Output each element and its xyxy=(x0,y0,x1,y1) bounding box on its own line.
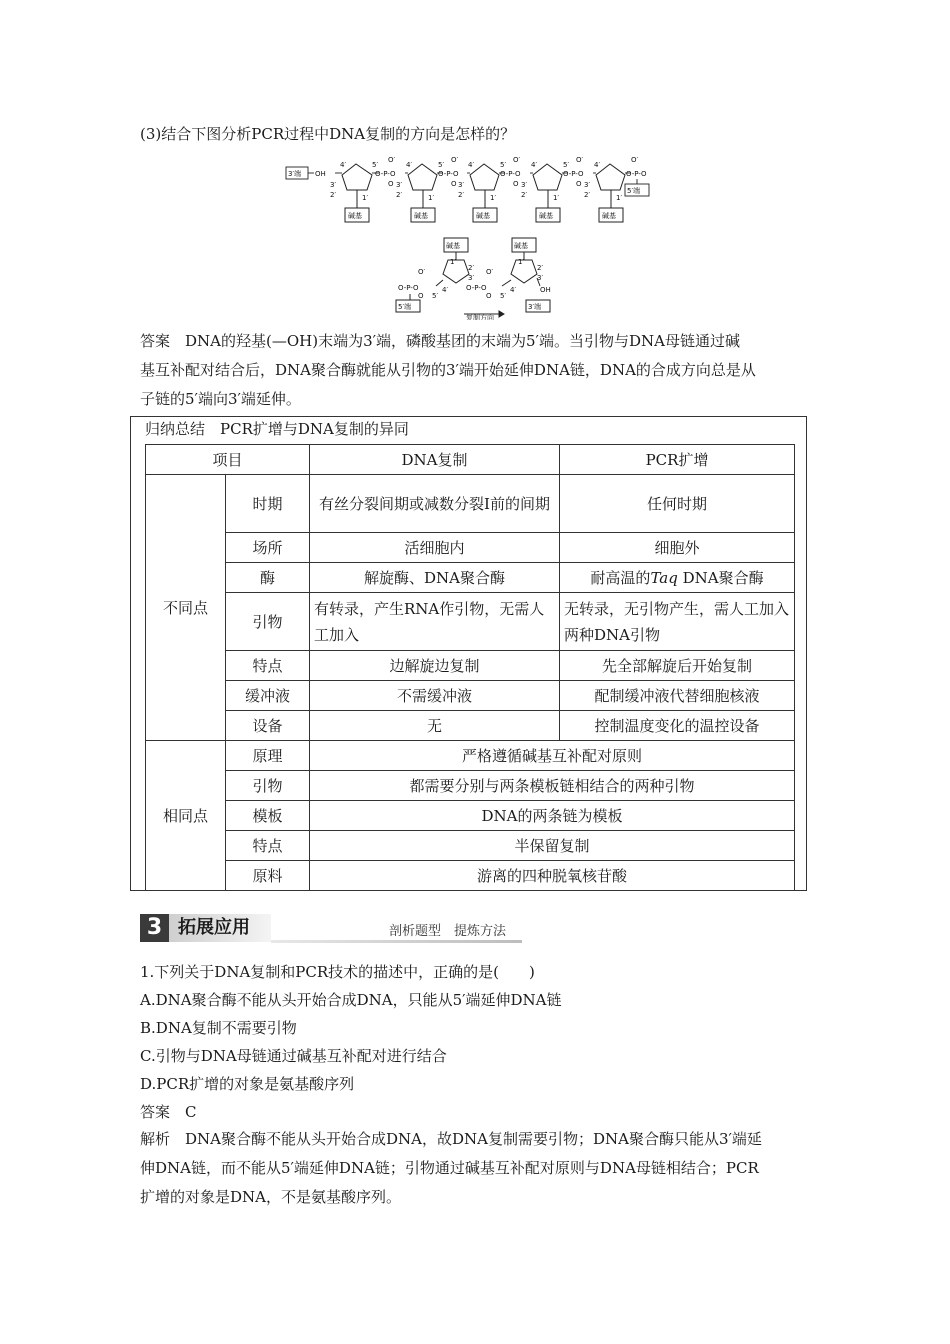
svg-text:O-P-O: O-P-O xyxy=(466,284,487,292)
section-rule xyxy=(271,940,522,943)
answer-3-line: 子链的5′端向3′端延伸。 xyxy=(140,390,301,408)
q1-analysis-line: 扩增的对象是DNA，不是氨基酸序列。 xyxy=(140,1188,401,1206)
svg-text:O′: O′ xyxy=(388,156,396,164)
row-item: 特点 xyxy=(226,831,310,861)
svg-text:O-P-O: O-P-O xyxy=(500,170,521,178)
base-label: 碱基 xyxy=(414,212,428,220)
svg-text:O-P-O: O-P-O xyxy=(375,170,396,178)
oh-label-bottom: OH xyxy=(540,286,551,294)
svg-text:O: O xyxy=(451,180,457,188)
svg-text:5′: 5′ xyxy=(500,161,507,169)
svg-text:4′: 4′ xyxy=(340,161,347,169)
svg-text:2′: 2′ xyxy=(584,191,591,199)
q1-analysis-line: 伸DNA链，而不能从5′端延伸DNA链；引物通过碱基互补配对原则与DNA母链相结合；PCR xyxy=(140,1159,759,1177)
taq-italic: Taq xyxy=(650,568,678,587)
row-item: 酶 xyxy=(226,563,310,593)
row-item: 引物 xyxy=(226,593,310,651)
row-pcr: 无转录，无引物产生，需人工加入两种DNA引物 xyxy=(560,593,795,651)
section-header xyxy=(140,914,522,944)
oh-label-top: OH xyxy=(315,170,326,178)
table-row xyxy=(146,771,795,801)
svg-text:O: O xyxy=(486,292,492,300)
row-pcr: 控制温度变化的温控设备 xyxy=(560,711,795,741)
summary-title: 归纳总结 PCR扩增与DNA复制的异同 xyxy=(145,420,409,438)
row-item: 场所 xyxy=(226,533,310,563)
primer-strand-diagram xyxy=(392,236,572,324)
dna-strand-diagram xyxy=(280,150,680,234)
row-dna: 边解旋边复制 xyxy=(310,651,560,681)
table-row xyxy=(146,475,795,533)
q1-stem: 1.下列关于DNA复制和PCR技术的描述中，正确的是( ) xyxy=(140,963,535,981)
base-label: 碱基 xyxy=(348,212,362,220)
row-dna: 有丝分裂间期或减数分裂Ⅰ前的间期 xyxy=(310,475,560,533)
svg-text:5′: 5′ xyxy=(500,292,507,300)
direction-label: 复制方向 xyxy=(466,314,494,320)
svg-text:3′: 3′ xyxy=(521,181,528,189)
row-item: 时期 xyxy=(226,475,310,533)
base-label: 碱基 xyxy=(446,242,460,250)
q1-option-b: B.DNA复制不需要引物 xyxy=(140,1019,297,1037)
svg-text:4′: 4′ xyxy=(510,286,517,294)
svg-text:5′: 5′ xyxy=(563,161,570,169)
svg-text:2′: 2′ xyxy=(458,191,465,199)
row-same: 严格遵循碱基互补配对原则 xyxy=(310,741,795,771)
enzyme-prefix: 耐高温的 xyxy=(590,568,651,587)
row-pcr: 先全部解旋后开始复制 xyxy=(560,651,795,681)
svg-text:1′: 1′ xyxy=(362,194,369,202)
answer-3-line: 答案 DNA的羟基(—OH)末端为3′端，磷酸基团的末端为5′端。当引物与DNA母链通过碱 xyxy=(140,332,740,350)
table-row xyxy=(146,801,795,831)
table-row xyxy=(146,651,795,681)
row-same: DNA的两条链为模板 xyxy=(310,801,795,831)
section-title: 拓展应用 xyxy=(178,917,250,938)
svg-text:O′: O′ xyxy=(486,268,494,276)
base-label: 碱基 xyxy=(476,212,490,220)
svg-text:1′: 1′ xyxy=(450,258,457,266)
row-item: 设备 xyxy=(226,711,310,741)
row-pcr: 配制缓冲液代替细胞核液 xyxy=(560,681,795,711)
row-dna: 不需缓冲液 xyxy=(310,681,560,711)
table-row xyxy=(146,681,795,711)
base-label: 碱基 xyxy=(602,212,616,220)
svg-text:1′: 1′ xyxy=(518,258,525,266)
row-same: 半保留复制 xyxy=(310,831,795,861)
table-row xyxy=(146,861,795,891)
q1-option-a: A.DNA聚合酶不能从头开始合成DNA，只能从5′端延伸DNA链 xyxy=(140,991,562,1009)
svg-text:3′: 3′ xyxy=(468,274,475,282)
svg-text:O: O xyxy=(576,180,582,188)
q1-option-c: C.引物与DNA母链通过碱基互补配对进行结合 xyxy=(140,1047,447,1065)
diff-label: 不同点 xyxy=(146,475,226,741)
end-3-label-bottom: 3′端 xyxy=(528,303,542,311)
table-row xyxy=(146,593,795,651)
svg-text:O′: O′ xyxy=(451,156,459,164)
answer-3-line: 基互补配对结合后，DNA聚合酶就能从引物的3′端开始延伸DNA链，DNA的合成方向总是从 xyxy=(140,361,756,379)
svg-text:2′: 2′ xyxy=(537,264,544,272)
row-item: 特点 xyxy=(226,651,310,681)
header-item: 项目 xyxy=(146,445,310,475)
row-pcr xyxy=(560,563,795,593)
row-dna: 有转录，产生RNA作引物，无需人工加入 xyxy=(310,593,560,651)
table-row xyxy=(146,831,795,861)
svg-text:O-P-O: O-P-O xyxy=(398,284,419,292)
svg-text:2′: 2′ xyxy=(396,191,403,199)
row-item: 引物 xyxy=(226,771,310,801)
svg-text:1′: 1′ xyxy=(428,194,435,202)
svg-text:4′: 4′ xyxy=(531,161,538,169)
svg-text:3′: 3′ xyxy=(537,274,544,282)
svg-text:O′: O′ xyxy=(418,268,426,276)
end-5-label-bottom: 5′端 xyxy=(398,303,412,311)
row-dna: 无 xyxy=(310,711,560,741)
answer-3 xyxy=(140,327,812,414)
primer-strand-svg xyxy=(392,236,572,320)
svg-text:2′: 2′ xyxy=(330,191,337,199)
row-pcr: 任何时期 xyxy=(560,475,795,533)
base-label: 碱基 xyxy=(514,242,528,250)
svg-text:3′: 3′ xyxy=(396,181,403,189)
table-row xyxy=(146,563,795,593)
svg-text:2′: 2′ xyxy=(521,191,528,199)
row-same: 游离的四种脱氧核苷酸 xyxy=(310,861,795,891)
table-row xyxy=(146,711,795,741)
comparison-table xyxy=(145,444,795,891)
svg-text:O: O xyxy=(513,180,519,188)
row-item: 原料 xyxy=(226,861,310,891)
table-header-row xyxy=(146,445,795,475)
svg-text:O-P-O: O-P-O xyxy=(438,170,459,178)
svg-text:O-P-O: O-P-O xyxy=(563,170,584,178)
end-3-label-top: 3′端 xyxy=(288,170,302,178)
svg-text:5′: 5′ xyxy=(438,161,445,169)
same-label: 相同点 xyxy=(146,741,226,891)
end-5-label-top: 5′端 xyxy=(627,187,641,195)
svg-text:O-P-O: O-P-O xyxy=(626,170,647,178)
svg-text:O′: O′ xyxy=(576,156,584,164)
row-dna: 解旋酶、DNA聚合酶 xyxy=(310,563,560,593)
svg-text:5′: 5′ xyxy=(432,292,439,300)
svg-text:4′: 4′ xyxy=(468,161,475,169)
row-pcr: 细胞外 xyxy=(560,533,795,563)
q1-option-d: D.PCR扩增的对象是氨基酸序列 xyxy=(140,1075,355,1093)
base-label: 碱基 xyxy=(539,212,553,220)
svg-text:4′: 4′ xyxy=(442,286,449,294)
svg-text:3′: 3′ xyxy=(458,181,465,189)
q1-analysis-line: 解析 DNA聚合酶不能从头开始合成DNA，故DNA复制需要引物；DNA聚合酶只能从3′端延 xyxy=(140,1130,762,1148)
svg-text:4′: 4′ xyxy=(594,161,601,169)
svg-text:3′: 3′ xyxy=(584,181,591,189)
row-same: 都需要分别与两条模板链相结合的两种引物 xyxy=(310,771,795,801)
header-dna: DNA复制 xyxy=(310,445,560,475)
svg-text:O′: O′ xyxy=(631,156,639,164)
table-row xyxy=(146,741,795,771)
svg-text:3′: 3′ xyxy=(330,181,337,189)
svg-text:1′: 1′ xyxy=(616,194,623,202)
enzyme-suffix: DNA聚合酶 xyxy=(682,568,764,587)
svg-text:5′: 5′ xyxy=(372,161,379,169)
row-item: 模板 xyxy=(226,801,310,831)
section-number: 3 xyxy=(140,914,169,942)
row-item: 缓冲液 xyxy=(226,681,310,711)
row-item: 原理 xyxy=(226,741,310,771)
svg-text:O: O xyxy=(418,292,424,300)
svg-text:O: O xyxy=(388,180,394,188)
q1-analysis xyxy=(140,1125,812,1212)
svg-text:1′: 1′ xyxy=(553,194,560,202)
q1-answer: 答案 C xyxy=(140,1103,197,1121)
table-row xyxy=(146,533,795,563)
section-subtitle: 剖析题型 提炼方法 xyxy=(389,924,507,939)
svg-text:1′: 1′ xyxy=(490,194,497,202)
svg-text:2′: 2′ xyxy=(468,264,475,272)
question-3: (3)结合下图分析PCR过程中DNA复制的方向是怎样的？ xyxy=(140,125,516,143)
header-pcr: PCR扩增 xyxy=(560,445,795,475)
svg-text:4′: 4′ xyxy=(406,161,413,169)
svg-text:O′: O′ xyxy=(513,156,521,164)
dna-strand-svg xyxy=(280,150,680,230)
row-dna: 活细胞内 xyxy=(310,533,560,563)
